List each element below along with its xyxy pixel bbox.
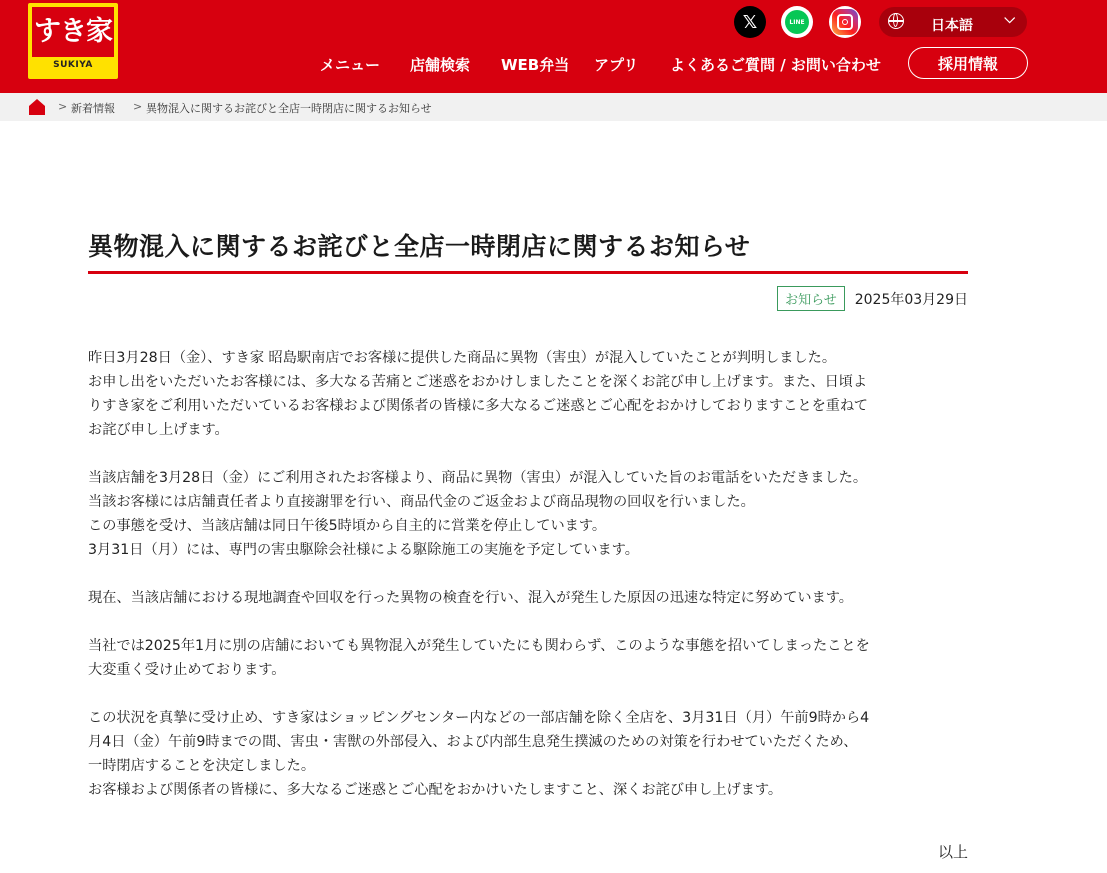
breadcrumb-current: 異物混入に関するお詫びと全店一時閉店に関するお知らせ: [146, 102, 432, 115]
text-line: お詫び申し上げます。: [88, 422, 229, 438]
paragraph: [88, 586, 968, 610]
page-title: 異物混入に関するお詫びと全店一時閉店に関するお知らせ: [88, 232, 751, 261]
publish-date: 2025年03月29日: [854, 291, 968, 308]
text-line: お申し出をいただいたお客様には、多大なる苦痛とご迷惑をおかけしましたことを深くお詫び申し上げます。また、日頃よ: [88, 374, 868, 390]
breadcrumb: [0, 93, 1107, 121]
text-line: 当該店舗を3月28日（金）にご利用されたお客様より、商品に異物（害虫）が混入していた旨のお電話をいただきました。: [88, 470, 868, 486]
paragraph: [88, 466, 968, 562]
nav-web-bento[interactable]: WEB弁当: [501, 56, 570, 74]
closing-text: 以上: [937, 843, 968, 861]
nav-store-search[interactable]: 店舗検索: [410, 56, 471, 74]
globe-icon: [888, 13, 904, 29]
article-meta: [777, 286, 968, 311]
home-icon[interactable]: [28, 98, 46, 116]
line-icon[interactable]: [781, 6, 813, 38]
nav-app[interactable]: アプリ: [594, 56, 639, 74]
paragraph: [88, 346, 968, 442]
language-selector[interactable]: [879, 7, 1027, 37]
text-line: 当該お客様には店舗責任者より直接謝罪を行い、商品代金のご返金および商品現物の回収を行いました。: [88, 494, 755, 510]
breadcrumb-news[interactable]: 新着情報: [71, 102, 115, 115]
line-icon-bubble: LINE: [785, 10, 809, 34]
text-line: 現在、当該店舗における現地調査や回収を行った異物の検査を行い、混入が発生した原因の迅速な特定に努めています。: [88, 590, 853, 606]
paragraph: [88, 706, 968, 802]
chevron-right-icon: >: [58, 100, 68, 113]
text-line: 一時閉店することを決定しました。: [88, 758, 316, 774]
nav-menu[interactable]: メニュー: [320, 56, 381, 74]
site-header: [0, 0, 1107, 93]
chevron-right-icon: >: [133, 100, 143, 113]
paragraph: [88, 634, 968, 682]
logo-subtext: SUKIYA: [53, 60, 93, 70]
text-line: この事態を受け、当該店舗は同日午後5時頃から自主的に営業を停止しています。: [88, 518, 607, 534]
text-line: 3月31日（月）には、専門の害虫駆除会社様による駆除施工の実施を予定しています。: [88, 542, 639, 558]
language-label: 日本語: [931, 18, 973, 34]
instagram-icon[interactable]: [829, 6, 861, 38]
text-line: 大変重く受け止めております。: [88, 662, 286, 678]
sukiya-logo[interactable]: [28, 3, 118, 79]
title-divider: [88, 271, 968, 274]
text-line: お客様および関係者の皆様に、多大なるご迷惑とご心配をおかけいたしますこと、深くお詫び申し上げます。: [88, 782, 783, 798]
text-line: 当社では2025年1月に別の店舗においても異物混入が発生していたにも関わらず、このような事態を招いてしまったことを: [88, 638, 870, 654]
article-body: [88, 346, 968, 826]
text-line: 月4日（金）午前9時までの間、害虫・害獣の外部侵入、および内部生息発生撲滅のための対策を行わせていただくため、: [88, 734, 858, 750]
text-line: りすき家をご利用いただいているお客様および関係者の皆様に多大なるご迷惑とご心配をおかけしておりますことを重ねて: [88, 398, 868, 414]
category-tag[interactable]: お知らせ: [777, 286, 845, 311]
logo-text: すき家: [32, 7, 114, 57]
x-icon[interactable]: [734, 6, 766, 38]
x-icon-glyph: 𝕏: [742, 11, 758, 33]
chevron-down-icon: ⌵: [1004, 11, 1015, 27]
recruit-button[interactable]: 採用情報: [908, 47, 1028, 79]
text-line: 昨日3月28日（金）、すき家 昭島駅南店でお客様に提供した商品に異物（害虫）が混入していたことが判明しました。: [88, 350, 837, 366]
text-line: この状況を真摯に受け止め、すき家はショッピングセンター内などの一部店舗を除く全店を、3月31日（月）午前9時から4: [88, 710, 870, 726]
nav-faq-contact[interactable]: よくあるご質問 / お問い合わせ: [670, 56, 881, 74]
